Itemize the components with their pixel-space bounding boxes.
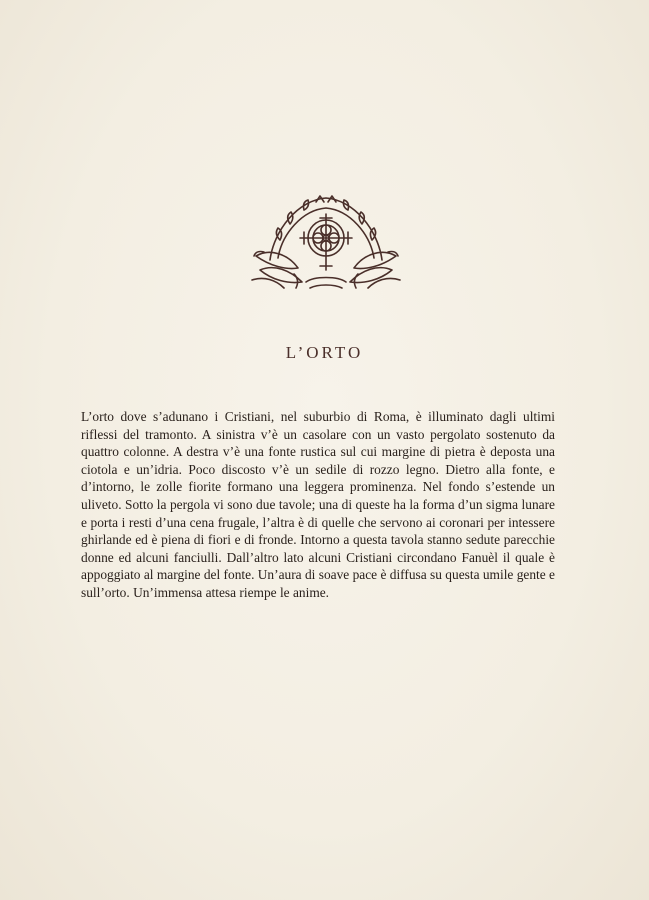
body-paragraph: L’orto dove s’adunano i Cristiani, nel suburbio di Roma, è illuminato dagli ultimi riflessi del tramonto. A sinistra v’è un casolare con un vasto pergolato sostenuto da quattro colonne. A destra v’è una fonte rustica sul cui margine di pietra è deposta una ciotola e un’idria. Poco discosto v’è un sedile di rozzo legno. Dietro alla fonte, e d’intorno, le zolle fiorite formano una leggera prominenza. Nel fondo s’estende un uliveto. Sotto la pergola vi sono due tavole; una di queste ha la forma d’un sigma lunare e porta i resti d’una cena frugale, l’altra è di quelle che servono ai coronari per intessere ghirlande ed è piena di fiori e di fronde. Intorno a questa tavola stanno sedute parecchie donne ed alcuni fanciulli. Dall’altro lato alcuni Cristiani circondano Fanuèl il quale è appoggiato al margine del fonte. Un’aura di soave pace è diffusa su questa umile gente e sull’orto. Un’immensa attesa riempe le anime. <box>81 409 555 600</box>
body-paragraph-block <box>81 408 555 602</box>
page-title: L’ORTO <box>285 343 364 362</box>
cross-wreath-ornament-icon <box>250 190 402 294</box>
